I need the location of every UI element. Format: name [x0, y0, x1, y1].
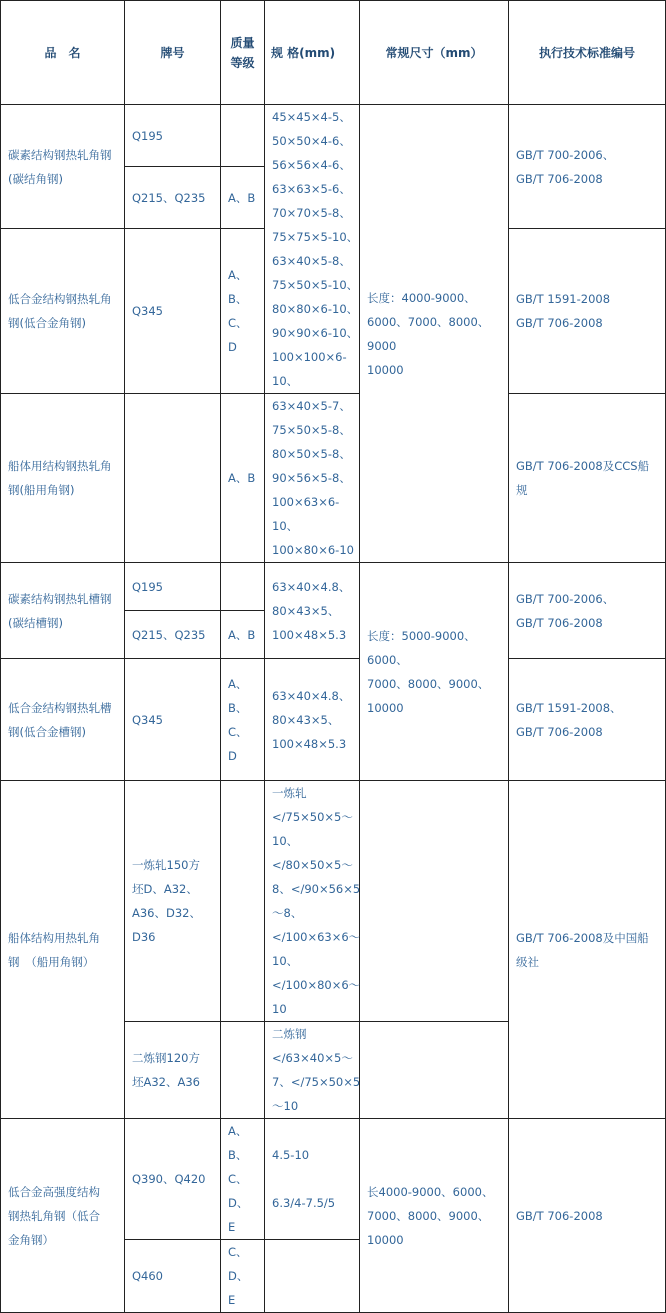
length-cell: 长4000-9000、6000、 7000、8000、9000、 10000 [360, 1119, 509, 1313]
table-row [1, 1119, 666, 1240]
spec-cell: 63×40×4.8、 80×43×5、 100×48×5.3 [265, 563, 360, 659]
header-length: 常规尺寸（mm） [360, 1, 509, 105]
quality-cell: A、B [221, 394, 265, 563]
grade-cell [125, 394, 221, 563]
header-spec: 规 格(mm) [265, 1, 360, 105]
length-cell: 长度：4000-9000、 6000、7000、8000、 9000 10000 [360, 105, 509, 563]
header-grade: 牌号 [125, 1, 221, 105]
quality-cell [221, 1022, 265, 1119]
grade-cell: 二炼钢120方 坯A32、A36 [125, 1022, 221, 1119]
spec-cell [265, 1240, 360, 1313]
spec-cell: 63×40×5-7、 75×50×5-8、 80×50×5-8、 90×56×5-8、 100×63×6- 10、 100×80×6-10 [265, 394, 360, 563]
product-name-cell: 船体用结构钢热轧角 钢(船用角钢) [1, 394, 125, 563]
product-name-cell: 碳素结构钢热轧角钢 (碳结角钢) [1, 105, 125, 229]
grade-cell: Q345 [125, 229, 221, 394]
length-cell [360, 781, 509, 1022]
quality-cell: A、B [221, 167, 265, 229]
grade-cell: Q195 [125, 563, 221, 611]
standard-cell: GB/T 706-2008及CCS船 规 [509, 394, 666, 563]
spec-cell: 一炼轧 </75×50×5～ 10、 </80×50×5～ 8、</90×56×5 ～8、 </100×63×6～ 10、 </100×80×6～ 10 [265, 781, 360, 1022]
product-name-cell: 低合金结构钢热轧槽 钢(低合金槽钢) [1, 659, 125, 781]
quality-cell: C、 D、 E [221, 1240, 265, 1313]
header-name: 品 名 [1, 1, 125, 105]
quality-cell: A、 B、 C、 D、 E [221, 1119, 265, 1240]
standard-cell: GB/T 700-2006、 GB/T 706-2008 [509, 563, 666, 659]
product-name-cell: 碳素结构钢热轧槽钢 (碳结槽钢) [1, 563, 125, 659]
spec-cell: 4.5-10 6.3/4-7.5/5 [265, 1119, 360, 1240]
quality-cell [221, 105, 265, 167]
table-row [1, 659, 666, 781]
spec-cell: 二炼钢 </63×40×5～ 7、</75×50×5 ～10 [265, 1022, 360, 1119]
table-row [1, 394, 666, 563]
grade-cell: 一炼轧150方 坯D、A32、 A36、D32、 D36 [125, 781, 221, 1022]
table-row [1, 781, 666, 1022]
grade-cell: Q215、Q235 [125, 611, 221, 659]
grade-cell: Q345 [125, 659, 221, 781]
grade-cell: Q215、Q235 [125, 167, 221, 229]
table-row [1, 105, 666, 167]
standard-cell: GB/T 700-2006、 GB/T 706-2008 [509, 105, 666, 229]
quality-cell: A、 B、 C、 D [221, 659, 265, 781]
quality-cell [221, 563, 265, 611]
length-cell [360, 1022, 509, 1119]
grade-cell: Q195 [125, 105, 221, 167]
standard-cell: GB/T 706-2008 [509, 1119, 666, 1313]
header-row [1, 1, 666, 105]
spec-cell: 63×40×4.8、 80×43×5、 100×48×5.3 [265, 659, 360, 781]
spec-cell: 45×45×4-5、 50×50×4-6、 56×56×4-6、 63×63×5-6、 70×70×5-8、 75×75×5-10、 63×40×5-8、 75×50×5-10、 80×80×6-10、 90×90×6-10、 100×100×6- 10、 [265, 105, 360, 394]
table-row [1, 563, 666, 611]
product-name-cell: 低合金结构钢热轧角 钢(低合金角钢) [1, 229, 125, 394]
length-cell: 长度：5000-9000、 6000、 7000、8000、9000、 10000 [360, 563, 509, 781]
standard-cell: GB/T 1591-2008 GB/T 706-2008 [509, 229, 666, 394]
header-quality [221, 1, 265, 105]
header-quality-line: 质量 [230, 35, 255, 50]
product-name-cell: 低合金高强度结构 钢热轧角钢（低合 金角钢） [1, 1119, 125, 1313]
quality-cell [221, 781, 265, 1022]
product-name-cell: 船体结构用热轧角 钢 （船用角钢） [1, 781, 125, 1119]
grade-cell: Q460 [125, 1240, 221, 1313]
header-standard: 执行技术标准编号 [509, 1, 666, 105]
grade-cell: Q390、Q420 [125, 1119, 221, 1240]
quality-cell: A、 B、 C、 D [221, 229, 265, 394]
standard-cell: GB/T 1591-2008、 GB/T 706-2008 [509, 659, 666, 781]
quality-cell: A、B [221, 611, 265, 659]
header-quality-line: 等级 [230, 55, 255, 70]
standard-cell: GB/T 706-2008及中国船 级社 [509, 781, 666, 1119]
